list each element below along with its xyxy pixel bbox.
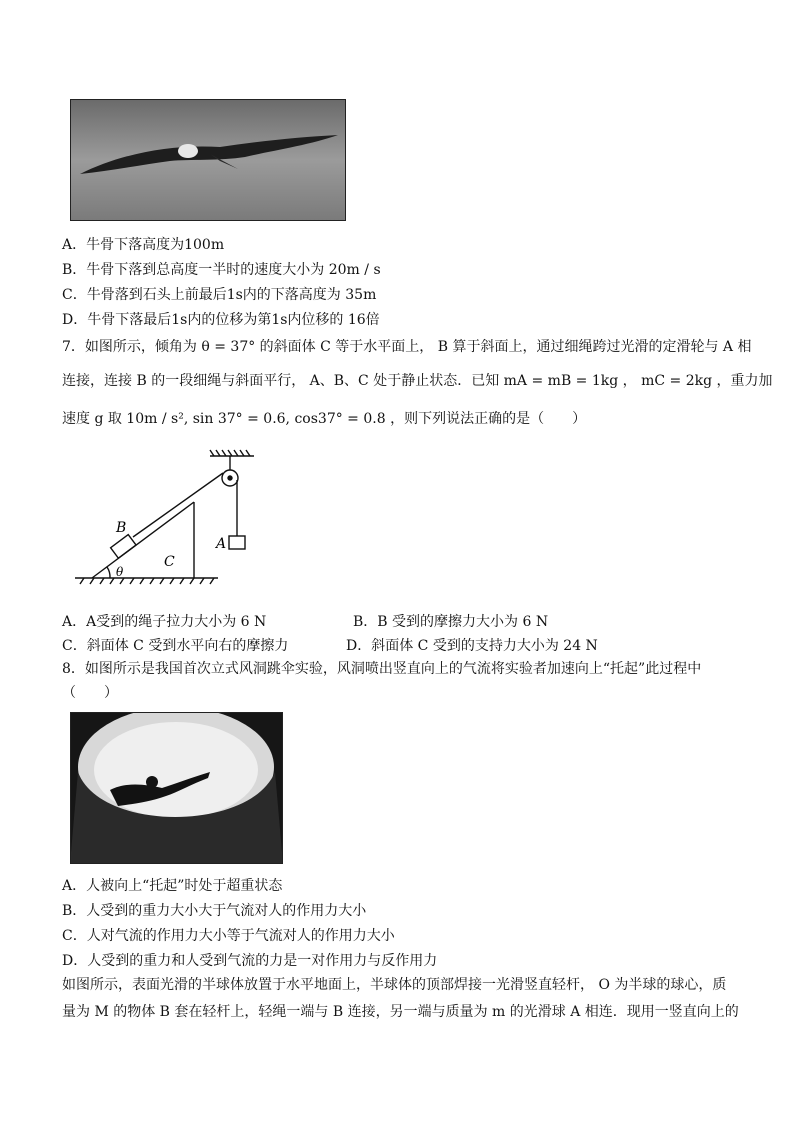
q8-stem-line1: 8．如图所示是我国首次立式风洞跳伞实验，风洞喷出竖直向上的气流将实验者加速向上“托起”此过程中 bbox=[62, 661, 702, 677]
q8-stem-line2: （ ） bbox=[62, 685, 118, 701]
q6-option-a: A．牛骨下落高度为100m bbox=[62, 237, 225, 253]
q7-stem-line3: 速度 g 取 10m / s², sin 37° = 0.6, cos37° = 0.8 ，则下列说法正确的是（ ） bbox=[62, 411, 587, 427]
q8-option-a: A．人被向上“托起”时处于超重状态 bbox=[62, 878, 283, 894]
label-a: A bbox=[216, 536, 227, 552]
q6-option-c: C．牛骨落到石头上前最后1s内的下落高度为 35m bbox=[62, 287, 377, 303]
q8-option-c: C．人对气流的作用力大小等于气流对人的作用力大小 bbox=[62, 928, 395, 944]
label-theta: θ bbox=[116, 565, 124, 579]
q7-option-c: C．斜面体 C 受到水平向右的摩擦力 bbox=[62, 638, 289, 654]
q8-option-d: D．人受到的重力和人受到气流的力是一对作用力与反作用力 bbox=[62, 953, 438, 969]
q8-option-b: B．人受到的重力大小大于气流对人的作用力大小 bbox=[62, 903, 367, 919]
label-c: C bbox=[164, 554, 175, 570]
q9-line1: 如图所示，表面光滑的半球体放置于水平地面上，半球体的顶部焊接一光滑竖直轻杆， O 为半球的球心，质 bbox=[62, 977, 727, 993]
q7-option-d: D．斜面体 C 受到的支持力大小为 24 N bbox=[346, 638, 598, 654]
q9-line2: 量为 M 的物体 B 套在轻杆上，轻绳一端与 B 连接，另一端与质量为 m 的光滑球 A 相连．现用一竖直向上的 bbox=[62, 1004, 739, 1020]
q7-option-a: A．A受到的绳子拉力大小为 6 N bbox=[62, 614, 267, 630]
incline-pulley-diagram bbox=[70, 448, 260, 590]
q7-option-b: B．B 受到的摩擦力大小为 6 N bbox=[353, 614, 549, 630]
q7-stem-line2: 连接，连接 B 的一段细绳与斜面平行， A、B、C 处于静止状态．已知 mA = mB = 1kg ， mC = 2kg ，重力加 bbox=[62, 373, 773, 389]
q6-option-b: B．牛骨下落到总高度一半时的速度大小为 20m / s bbox=[62, 262, 381, 278]
label-b: B bbox=[116, 520, 127, 536]
q7-stem-line1: 7．如图所示，倾角为 θ = 37° 的斜面体 C 等于水平面上， B 算于斜面上，通过细绳跨过光滑的定滑轮与 A 相 bbox=[62, 339, 752, 355]
q6-option-d: D．牛骨下落最后1s内的位移为第1s内位移的 16倍 bbox=[62, 312, 380, 328]
eagle-photo bbox=[70, 99, 346, 221]
wind-tunnel-photo bbox=[70, 712, 283, 864]
